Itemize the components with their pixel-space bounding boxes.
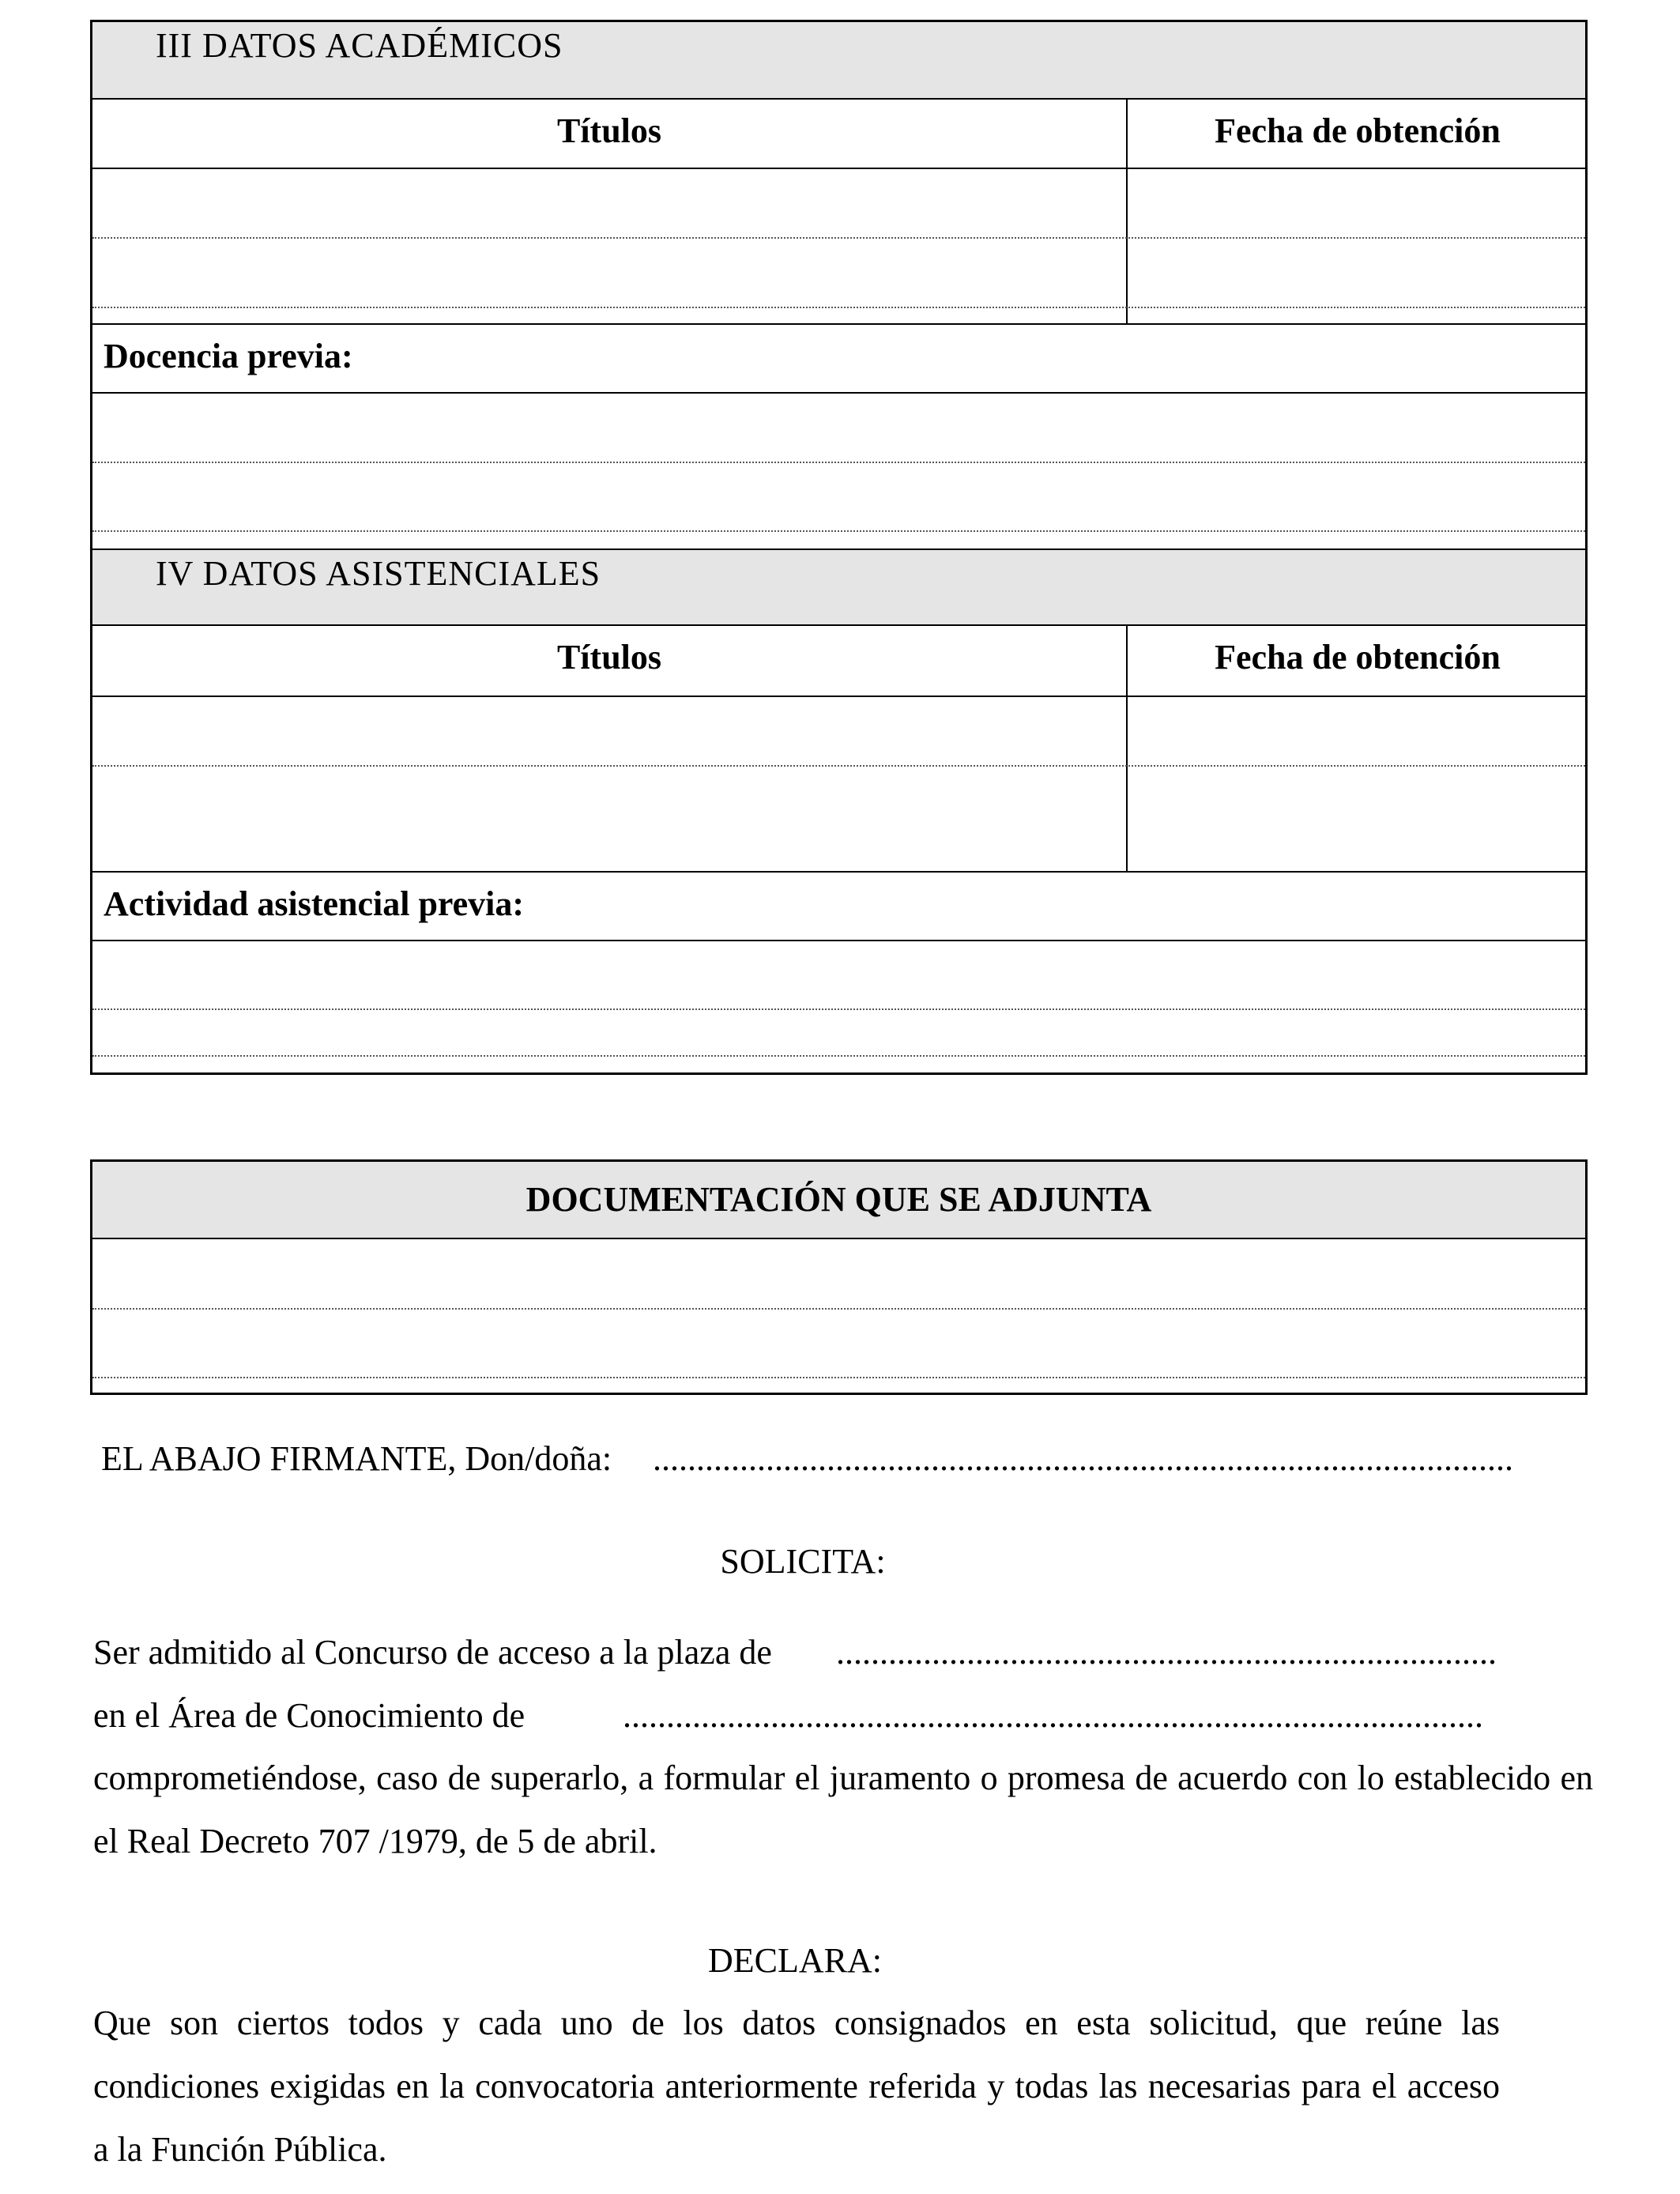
care-activity-label: Actividad asistencial previa:	[104, 884, 525, 923]
attached-documentation-box	[90, 1159, 1588, 1395]
declaration-heading: DECLARA:	[708, 1941, 882, 1980]
teaching-input-2[interactable]	[92, 463, 1585, 530]
academic-care-data-form	[90, 20, 1588, 1075]
dotted-entry-line	[92, 530, 1585, 532]
documentation-input-1[interactable]	[92, 1241, 1585, 1307]
declaration-paragraph: Que son ciertos todos y cada uno de los datos consignados en esta solicitud, que reúne las condiciones exigidas en la convocatoria anteriormente referida y todas las necesarias para el acceso a la Función Pública.	[93, 2004, 1500, 2169]
care-title-input-2[interactable]	[92, 767, 1126, 869]
position-field[interactable]: ............................................................................	[836, 1633, 1497, 1672]
documentation-header	[92, 1162, 1585, 1239]
divider	[92, 871, 1585, 873]
care-title-input-1[interactable]	[92, 697, 1126, 763]
knowledge-area-field[interactable]: ...................................................................................................	[623, 1696, 1483, 1735]
academic-date-input-2[interactable]	[1128, 239, 1588, 305]
request-paragraph: comprometiéndose, caso de superarlo, a formular el juramento o promesa de acuerdo con lo establecido en el Real Decreto 707 /1979, de 5 de abril.	[93, 1759, 1593, 1860]
column-header-date: Fecha de obtención	[1215, 111, 1501, 150]
request-heading: SOLICITA:	[720, 1542, 886, 1581]
documentation-input-2[interactable]	[92, 1310, 1585, 1376]
divider	[92, 323, 1585, 325]
section-care-header	[92, 548, 1585, 626]
dotted-entry-line	[92, 1377, 1585, 1378]
teaching-label: Docencia previa:	[104, 337, 353, 375]
care-date-input-1[interactable]	[1128, 697, 1588, 763]
column-header-titles: Títulos	[556, 111, 662, 150]
care-date-input-2[interactable]	[1128, 767, 1588, 869]
column-header-date: Fecha de obtención	[1215, 638, 1501, 677]
academic-title-input-2[interactable]	[92, 239, 1126, 305]
dotted-entry-line	[92, 307, 1585, 308]
dotted-entry-line	[92, 1055, 1585, 1057]
section-care-title: IV DATOS ASISTENCIALES	[156, 554, 601, 593]
column-header-titles: Títulos	[556, 638, 662, 677]
documentation-title: DOCUMENTACIÓN QUE SE ADJUNTA	[525, 1180, 1152, 1219]
care-activity-input-2[interactable]	[92, 1010, 1585, 1076]
academic-date-input-1[interactable]	[1128, 169, 1588, 236]
signer-label: EL ABAJO FIRMANTE, Don/doña:	[101, 1439, 612, 1478]
position-label: Ser admitido al Concurso de acceso a la plaza de	[93, 1633, 772, 1672]
signer-name-field[interactable]: ...................................................................................................	[653, 1439, 1513, 1478]
knowledge-area-label: en el Área de Conocimiento de	[93, 1696, 525, 1735]
section-academic-title: III DATOS ACADÉMICOS	[156, 26, 563, 65]
teaching-input-1[interactable]	[92, 394, 1585, 460]
section-academic-header	[92, 22, 1585, 100]
academic-title-input-1[interactable]	[92, 169, 1126, 236]
care-activity-input-1[interactable]	[92, 941, 1585, 1008]
